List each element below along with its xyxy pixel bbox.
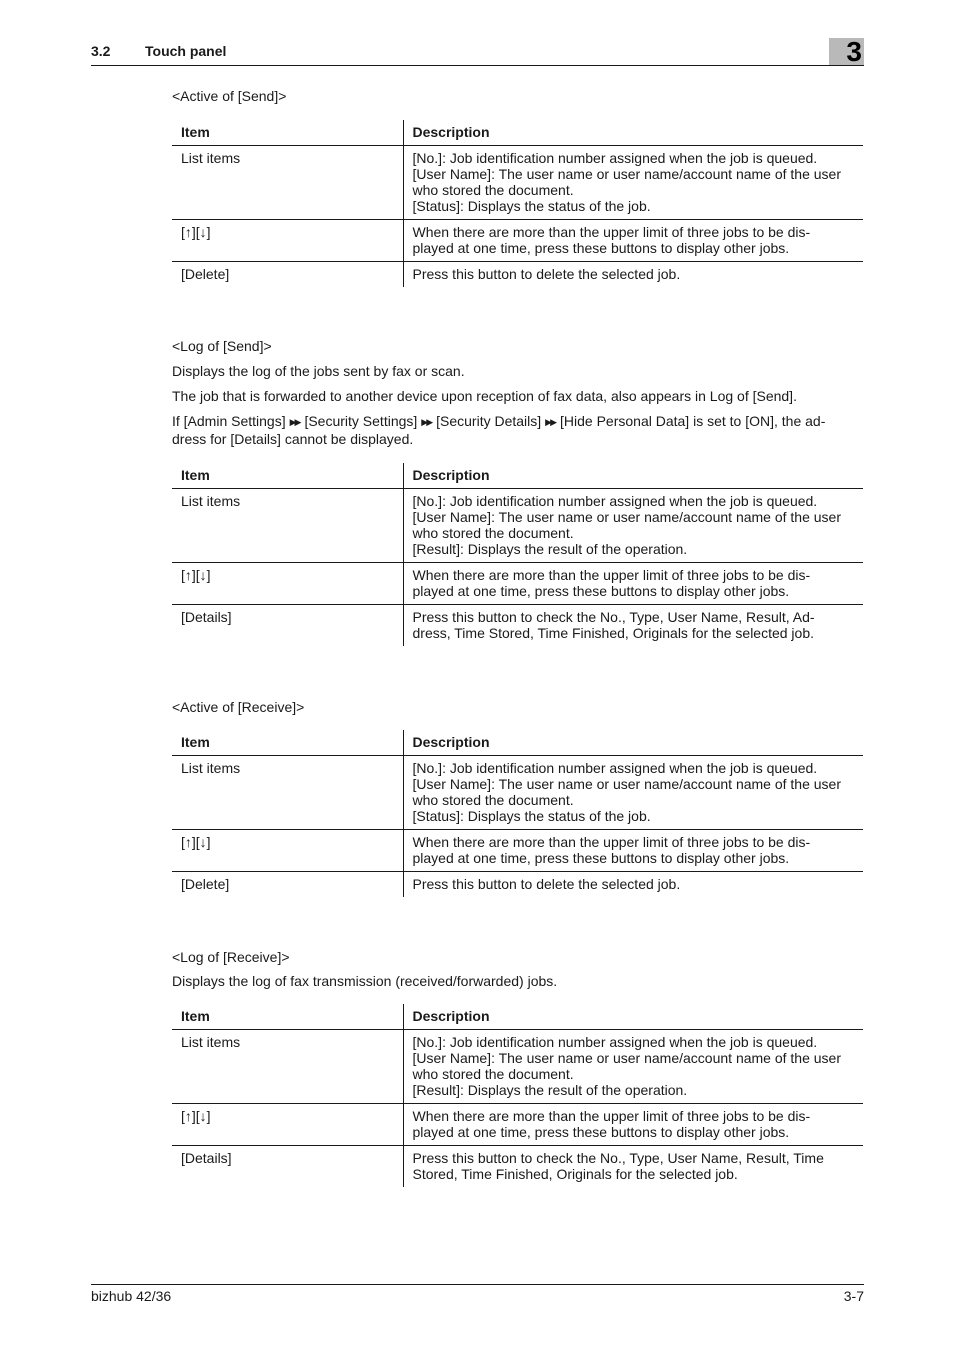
- description-line: [No.]: Job identification number assigned when the job is queued.: [412, 1033, 818, 1050]
- description-line: When there are more than the upper limit of three jobs to be dis-: [412, 1107, 811, 1124]
- section-active-receive: [172, 699, 863, 897]
- description-line: Stored, Time Finished, Originals for the selected job.: [412, 1165, 738, 1182]
- text-span: [Hide Personal Data] is set to [ON], the ad-: [560, 413, 826, 429]
- section-log-receive: [172, 949, 863, 1187]
- description-cell: [403, 145, 863, 219]
- table-active-receive: [172, 730, 863, 897]
- description-line: [Status]: Displays the status of the job.: [412, 197, 651, 214]
- table-row: [172, 755, 863, 829]
- header-description: Description: [403, 1004, 863, 1029]
- header-item: Item: [172, 463, 403, 488]
- item-cell: [Delete]: [172, 261, 403, 287]
- double-arrow-icon: ▶▶: [545, 417, 556, 427]
- product-name: bizhub 42/36: [91, 1288, 172, 1304]
- item-cell: [↑][↓]: [172, 562, 403, 604]
- description-cell: [403, 219, 863, 261]
- description-cell: [403, 488, 863, 562]
- paragraph: [172, 413, 863, 448]
- paragraph: The job that is forwarded to another device upon reception of fax data, also appears in Log of [Send].: [172, 388, 797, 404]
- table-header-row: [172, 730, 863, 755]
- item-cell: List items: [172, 145, 403, 219]
- description-cell: [403, 755, 863, 829]
- description-line: Press this button to check the No., Type, User Name, Result, Time: [412, 1149, 824, 1166]
- text-span: If [Admin Settings]: [172, 413, 286, 429]
- page-footer: [91, 1284, 864, 1304]
- description-line: who stored the document.: [412, 791, 574, 808]
- header-description: Description: [403, 730, 863, 755]
- table-header-row: [172, 1004, 863, 1029]
- text-span: [Security Details]: [436, 413, 542, 429]
- description-line: When there are more than the upper limit of three jobs to be dis-: [412, 223, 811, 240]
- header-item: Item: [172, 120, 403, 145]
- description-line: who stored the document.: [412, 524, 574, 541]
- description-line: When there are more than the upper limit of three jobs to be dis-: [412, 833, 811, 850]
- description-cell: [403, 261, 863, 287]
- header-description: Description: [403, 463, 863, 488]
- double-arrow-icon: ▶▶: [421, 417, 432, 427]
- description-cell: [403, 562, 863, 604]
- description-cell: [403, 1145, 863, 1187]
- text-span: dress for [Details] cannot be displayed.: [172, 431, 414, 447]
- table-row: [172, 604, 863, 646]
- double-arrow-icon: ▶▶: [289, 417, 300, 427]
- table-row: [172, 219, 863, 261]
- description-cell: [403, 829, 863, 871]
- section-heading: <Active of [Receive]>: [172, 699, 305, 715]
- table-row: [172, 145, 863, 219]
- item-cell: [↑][↓]: [172, 219, 403, 261]
- table-header-row: [172, 120, 863, 145]
- description-line: played at one time, press these buttons to display other jobs.: [412, 582, 790, 599]
- description-line: who stored the document.: [412, 1065, 574, 1082]
- header-item: Item: [172, 730, 403, 755]
- section-log-send: [172, 338, 863, 646]
- description-line: Press this button to delete the selected job.: [412, 265, 681, 282]
- description-line: [Result]: Displays the result of the operation.: [412, 1081, 688, 1098]
- item-cell: [↑][↓]: [172, 829, 403, 871]
- page-number: 3-7: [843, 1288, 864, 1304]
- item-cell: List items: [172, 1029, 403, 1103]
- description-line: [No.]: Job identification number assigned when the job is queued.: [412, 759, 818, 776]
- table-row: [172, 1103, 863, 1145]
- table-log-receive: [172, 1004, 863, 1187]
- table-active-send: [172, 120, 863, 287]
- description-line: [No.]: Job identification number assigned when the job is queued.: [412, 492, 818, 509]
- page-header: [91, 40, 864, 66]
- paragraph: Displays the log of fax transmission (received/forwarded) jobs.: [172, 973, 558, 989]
- description-line: played at one time, press these buttons to display other jobs.: [412, 849, 790, 866]
- item-cell: [Details]: [172, 604, 403, 646]
- section-active-send: [172, 88, 863, 287]
- paragraph: Displays the log of the jobs sent by fax or scan.: [172, 363, 465, 379]
- table-row: [172, 871, 863, 897]
- section-number: 3.2: [91, 43, 111, 59]
- table-row: [172, 1029, 863, 1103]
- section-heading: <Log of [Receive]>: [172, 949, 290, 965]
- description-line: [Status]: Displays the status of the job.: [412, 807, 651, 824]
- description-cell: [403, 1103, 863, 1145]
- section-heading: <Log of [Send]>: [172, 338, 272, 354]
- table-row: [172, 1145, 863, 1187]
- description-line: played at one time, press these buttons to display other jobs.: [412, 239, 790, 256]
- description-line: [User Name]: The user name or user name/account name of the user: [412, 165, 842, 182]
- description-cell: [403, 871, 863, 897]
- header-description: Description: [403, 120, 863, 145]
- header-item: Item: [172, 1004, 403, 1029]
- description-line: [Result]: Displays the result of the operation.: [412, 540, 688, 557]
- description-line: dress, Time Stored, Time Finished, Originals for the selected job.: [412, 624, 815, 641]
- description-line: Press this button to check the No., Type, User Name, Result, Ad-: [412, 608, 815, 625]
- description-cell: [403, 1029, 863, 1103]
- item-cell: List items: [172, 488, 403, 562]
- table-header-row: [172, 463, 863, 488]
- item-cell: List items: [172, 755, 403, 829]
- item-cell: [↑][↓]: [172, 1103, 403, 1145]
- table-row: [172, 261, 863, 287]
- table-row: [172, 488, 863, 562]
- description-line: played at one time, press these buttons to display other jobs.: [412, 1123, 790, 1140]
- item-cell: [Details]: [172, 1145, 403, 1187]
- description-line: When there are more than the upper limit of three jobs to be dis-: [412, 566, 811, 583]
- chapter-number: 3: [846, 36, 862, 67]
- item-cell: [Delete]: [172, 871, 403, 897]
- description-line: [No.]: Job identification number assigned when the job is queued.: [412, 149, 818, 166]
- table-row: [172, 829, 863, 871]
- description-line: [User Name]: The user name or user name/account name of the user: [412, 775, 842, 792]
- section-title: Touch panel: [145, 43, 227, 59]
- description-line: [User Name]: The user name or user name/account name of the user: [412, 1049, 842, 1066]
- description-line: who stored the document.: [412, 181, 574, 198]
- description-cell: [403, 604, 863, 646]
- table-row: [172, 562, 863, 604]
- table-log-send: [172, 463, 863, 646]
- description-line: [User Name]: The user name or user name/account name of the user: [412, 508, 842, 525]
- description-line: Press this button to delete the selected job.: [412, 875, 681, 892]
- chapter-badge: [829, 38, 864, 65]
- text-span: [Security Settings]: [304, 413, 418, 429]
- section-heading: <Active of [Send]>: [172, 88, 287, 104]
